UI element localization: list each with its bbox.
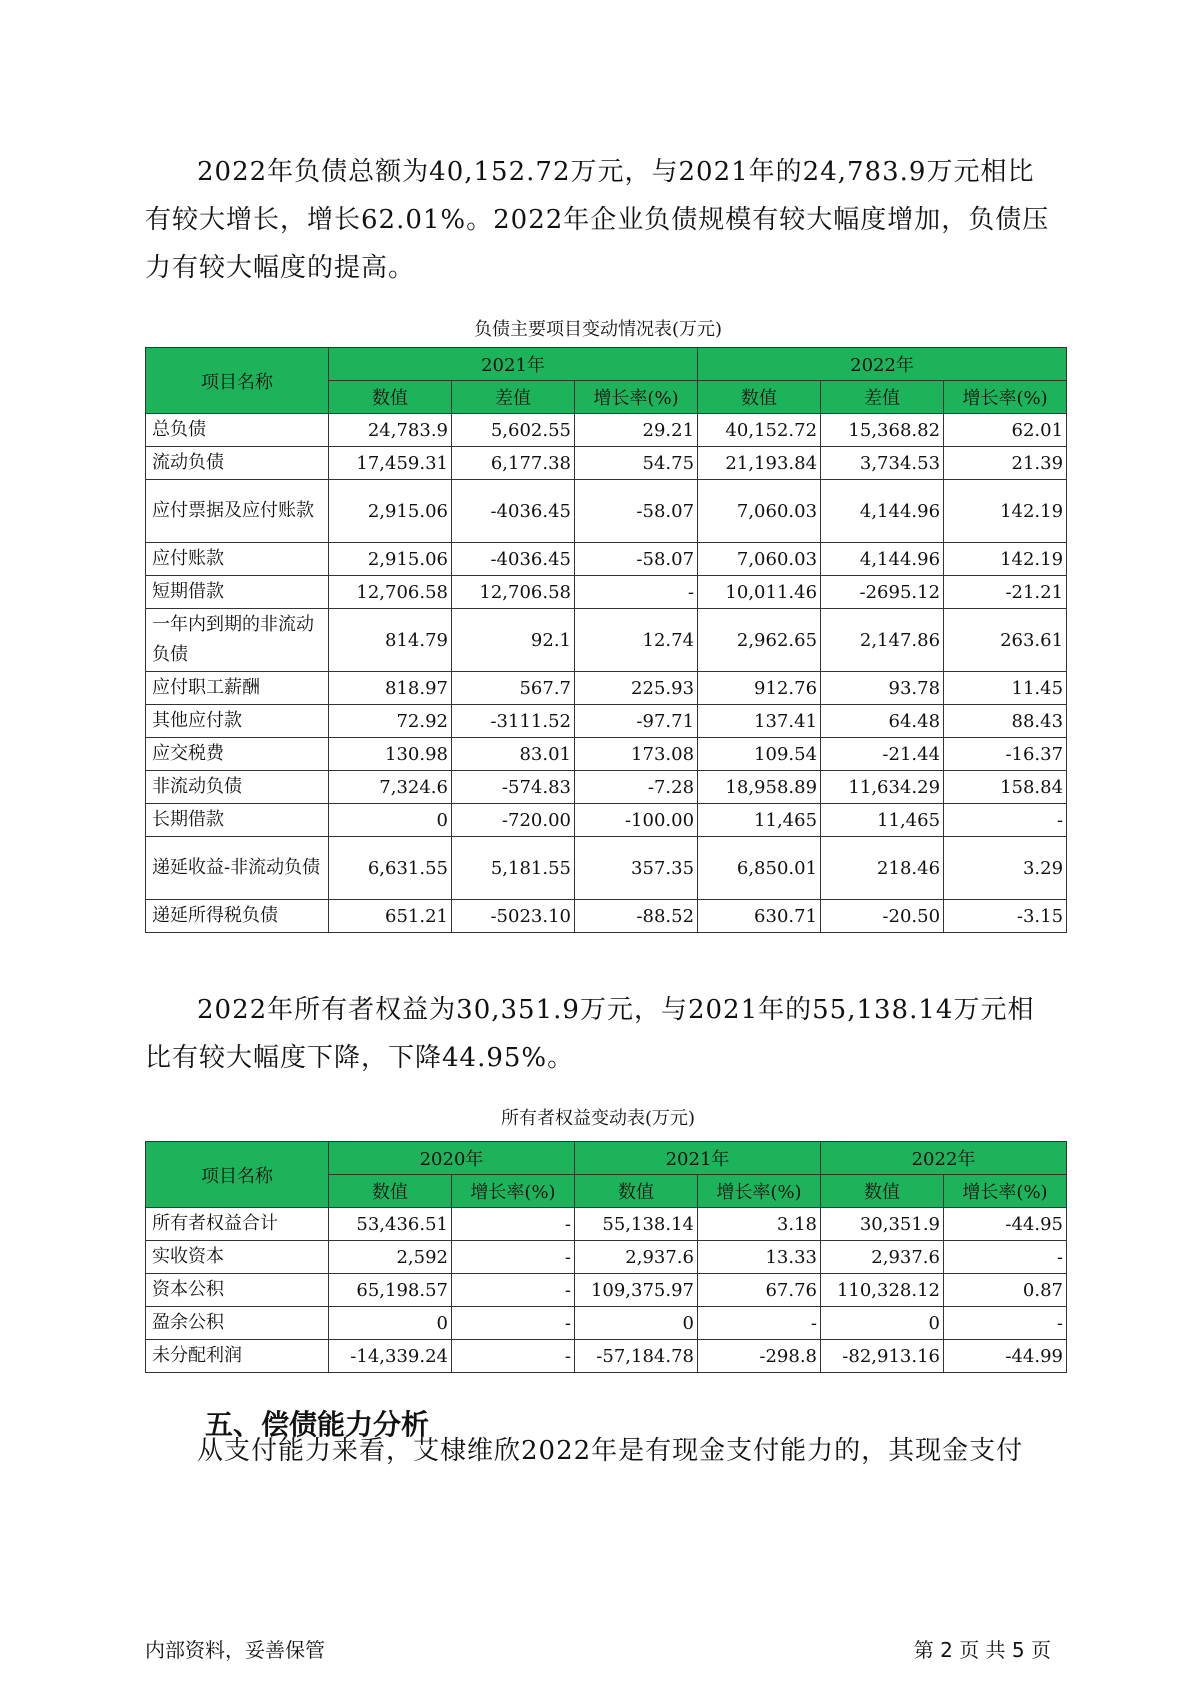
row-label: 递延收益-非流动负债 [146, 837, 329, 900]
table-cell: 21,193.84 [698, 447, 821, 480]
table-cell: - [698, 1307, 821, 1340]
liability-table-caption: 负债主要项目变动情况表(万元) [473, 319, 723, 340]
table-row [146, 543, 1067, 576]
table-cell: 0.87 [944, 1274, 1067, 1307]
table-cell: 5,602.55 [452, 414, 575, 447]
column-header: 增长率(%) [944, 381, 1067, 414]
table-cell: 158.84 [944, 771, 1067, 804]
table-row [146, 1340, 1067, 1373]
table-cell: 53,436.51 [329, 1208, 452, 1241]
table-cell: -20.50 [821, 900, 944, 933]
table-cell: -44.95 [944, 1208, 1067, 1241]
table-cell: 29.21 [575, 414, 698, 447]
row-label: 长期借款 [146, 804, 329, 837]
table-row [146, 1307, 1067, 1340]
row-label: 其他应付款 [146, 705, 329, 738]
table-cell: 130.98 [329, 738, 452, 771]
table-cell: -57,184.78 [575, 1340, 698, 1373]
row-label: 非流动负债 [146, 771, 329, 804]
row-label: 所有者权益合计 [146, 1208, 329, 1241]
table-cell: 567.7 [452, 672, 575, 705]
year-header: 2022年 [698, 348, 1067, 381]
table-cell: 65,198.57 [329, 1274, 452, 1307]
table-cell: 54.75 [575, 447, 698, 480]
year-header: 2021年 [575, 1142, 821, 1175]
table-cell: 3.18 [698, 1208, 821, 1241]
row-label: 未分配利润 [146, 1340, 329, 1373]
table-cell: 2,937.6 [575, 1241, 698, 1274]
table-cell: 3.29 [944, 837, 1067, 900]
column-header: 数值 [329, 1175, 452, 1208]
table-cell: -7.28 [575, 771, 698, 804]
table-cell: 15,368.82 [821, 414, 944, 447]
table-cell: 2,592 [329, 1241, 452, 1274]
table-cell: 814.79 [329, 609, 452, 672]
table-cell: 83.01 [452, 738, 575, 771]
table-cell: 5,181.55 [452, 837, 575, 900]
table-cell: 12,706.58 [452, 576, 575, 609]
item-name-header: 项目名称 [146, 1142, 329, 1208]
footer-confidential-note: 内部资料，妥善保管 [145, 1638, 325, 1662]
table-cell: 13.33 [698, 1241, 821, 1274]
table-cell: 137.41 [698, 705, 821, 738]
row-label: 应交税费 [146, 738, 329, 771]
table-row [146, 447, 1067, 480]
section-heading: 五、偿债能力分析 [205, 1408, 430, 1441]
table-row [146, 672, 1067, 705]
table-cell: 630.71 [698, 900, 821, 933]
table-cell: 0 [821, 1307, 944, 1340]
column-header: 增长率(%) [944, 1175, 1067, 1208]
table-cell: 2,915.06 [329, 543, 452, 576]
row-label: 资本公积 [146, 1274, 329, 1307]
equity-summary-paragraph: 2022年所有者权益为30,351.9万元，与2021年的55,138.14万元相比有较大幅度下降，下降44.95%。 [145, 995, 1035, 1073]
row-label: 一年内到期的非流动负债 [146, 609, 329, 672]
year-header: 2020年 [329, 1142, 575, 1175]
table-cell: -4036.45 [452, 543, 575, 576]
table-cell: 0 [329, 804, 452, 837]
table-cell: 7,324.6 [329, 771, 452, 804]
table-cell: -5023.10 [452, 900, 575, 933]
table-cell: -21.44 [821, 738, 944, 771]
table-row [146, 900, 1067, 933]
column-header: 差值 [821, 381, 944, 414]
table-cell: 88.43 [944, 705, 1067, 738]
liability-summary-paragraph: 2022年负债总额为40,152.72万元，与2021年的24,783.9万元相比有较大增长，增长62.01%。2022年企业负债规模有较大幅度增加，负债压力有较大幅度的提高。 [145, 157, 1050, 283]
table-cell: 18,958.89 [698, 771, 821, 804]
table-cell: - [944, 1241, 1067, 1274]
table-cell: 3,734.53 [821, 447, 944, 480]
table-cell: 173.08 [575, 738, 698, 771]
column-header: 差值 [452, 381, 575, 414]
row-label: 应付账款 [146, 543, 329, 576]
table-cell: 93.78 [821, 672, 944, 705]
table-cell: -4036.45 [452, 480, 575, 543]
table-cell: 357.35 [575, 837, 698, 900]
column-header: 数值 [698, 381, 821, 414]
liability-table [145, 347, 1067, 933]
table-cell: 7,060.03 [698, 543, 821, 576]
table-cell: 30,351.9 [821, 1208, 944, 1241]
table-cell: - [452, 1340, 575, 1373]
table-cell: 818.97 [329, 672, 452, 705]
table-cell: 0 [575, 1307, 698, 1340]
table-cell: 72.92 [329, 705, 452, 738]
table-cell: 225.93 [575, 672, 698, 705]
column-header: 数值 [821, 1175, 944, 1208]
row-label: 流动负债 [146, 447, 329, 480]
table-row [146, 771, 1067, 804]
equity-table-caption: 所有者权益变动表(万元) [500, 1108, 696, 1129]
table-cell: 0 [329, 1307, 452, 1340]
table-cell: -16.37 [944, 738, 1067, 771]
table-cell: -100.00 [575, 804, 698, 837]
table-cell: - [452, 1274, 575, 1307]
table-cell: 142.19 [944, 543, 1067, 576]
table-cell: 11,465 [698, 804, 821, 837]
table-cell: 11.45 [944, 672, 1067, 705]
table-cell: 64.48 [821, 705, 944, 738]
table-cell: 40,152.72 [698, 414, 821, 447]
table-cell: 55,138.14 [575, 1208, 698, 1241]
table-cell: 6,177.38 [452, 447, 575, 480]
table-cell: 651.21 [329, 900, 452, 933]
table-row [146, 609, 1067, 672]
table-row [146, 414, 1067, 447]
year-header: 2021年 [329, 348, 698, 381]
table-cell: - [944, 804, 1067, 837]
table-cell: 2,962.65 [698, 609, 821, 672]
table-row [146, 576, 1067, 609]
year-header: 2022年 [821, 1142, 1067, 1175]
table-row [146, 738, 1067, 771]
table-cell: 4,144.96 [821, 480, 944, 543]
table-cell: -88.52 [575, 900, 698, 933]
table-cell: -97.71 [575, 705, 698, 738]
table-cell: - [452, 1241, 575, 1274]
table-row [146, 1208, 1067, 1241]
table-row [146, 1241, 1067, 1274]
row-label: 应付职工薪酬 [146, 672, 329, 705]
table-cell: 11,634.29 [821, 771, 944, 804]
table-cell: 11,465 [821, 804, 944, 837]
table-cell: -298.8 [698, 1340, 821, 1373]
row-label: 总负债 [146, 414, 329, 447]
table-cell: -2695.12 [821, 576, 944, 609]
table-cell: 6,850.01 [698, 837, 821, 900]
table-row [146, 1274, 1067, 1307]
table-cell: 7,060.03 [698, 480, 821, 543]
table-cell: 4,144.96 [821, 543, 944, 576]
row-label: 盈余公积 [146, 1307, 329, 1340]
table-cell: -58.07 [575, 543, 698, 576]
column-header: 数值 [575, 1175, 698, 1208]
table-cell: 6,631.55 [329, 837, 452, 900]
table-cell: 142.19 [944, 480, 1067, 543]
row-label: 实收资本 [146, 1241, 329, 1274]
table-cell: 67.76 [698, 1274, 821, 1307]
table-cell: 109.54 [698, 738, 821, 771]
table-cell: - [452, 1208, 575, 1241]
table-cell: 12,706.58 [329, 576, 452, 609]
table-cell: 109,375.97 [575, 1274, 698, 1307]
equity-table [145, 1141, 1067, 1373]
row-label: 短期借款 [146, 576, 329, 609]
column-header: 增长率(%) [575, 381, 698, 414]
row-label: 递延所得税负债 [146, 900, 329, 933]
footer-page-number: 第 2 页 共 5 页 [913, 1638, 1051, 1662]
table-cell: 2,915.06 [329, 480, 452, 543]
column-header: 增长率(%) [698, 1175, 821, 1208]
table-cell: 24,783.9 [329, 414, 452, 447]
table-cell: 17,459.31 [329, 447, 452, 480]
table-cell: 21.39 [944, 447, 1067, 480]
table-cell: 10,011.46 [698, 576, 821, 609]
table-cell: -21.21 [944, 576, 1067, 609]
row-label: 应付票据及应付账款 [146, 480, 329, 543]
table-cell: 2,147.86 [821, 609, 944, 672]
table-cell: -3.15 [944, 900, 1067, 933]
table-cell: -14,339.24 [329, 1340, 452, 1373]
table-cell: 110,328.12 [821, 1274, 944, 1307]
column-header: 数值 [329, 381, 452, 414]
item-name-header: 项目名称 [146, 348, 329, 414]
table-row [146, 804, 1067, 837]
table-cell: -44.99 [944, 1340, 1067, 1373]
table-cell: -574.83 [452, 771, 575, 804]
table-cell: 12.74 [575, 609, 698, 672]
table-cell: - [452, 1307, 575, 1340]
table-cell: 62.01 [944, 414, 1067, 447]
table-cell: -720.00 [452, 804, 575, 837]
table-cell: 2,937.6 [821, 1241, 944, 1274]
table-row [146, 837, 1067, 900]
table-cell: -82,913.16 [821, 1340, 944, 1373]
table-cell: 912.76 [698, 672, 821, 705]
table-cell: 92.1 [452, 609, 575, 672]
table-cell: 218.46 [821, 837, 944, 900]
column-header: 增长率(%) [452, 1175, 575, 1208]
table-row [146, 480, 1067, 543]
table-cell: - [944, 1307, 1067, 1340]
table-cell: 263.61 [944, 609, 1067, 672]
table-cell: -3111.52 [452, 705, 575, 738]
table-cell: -58.07 [575, 480, 698, 543]
solvency-paragraph: 从支付能力来看，艾棣维欣2022年是有现金支付能力的，其现金支付 [197, 1436, 1024, 1466]
table-cell: - [575, 576, 698, 609]
table-row [146, 705, 1067, 738]
